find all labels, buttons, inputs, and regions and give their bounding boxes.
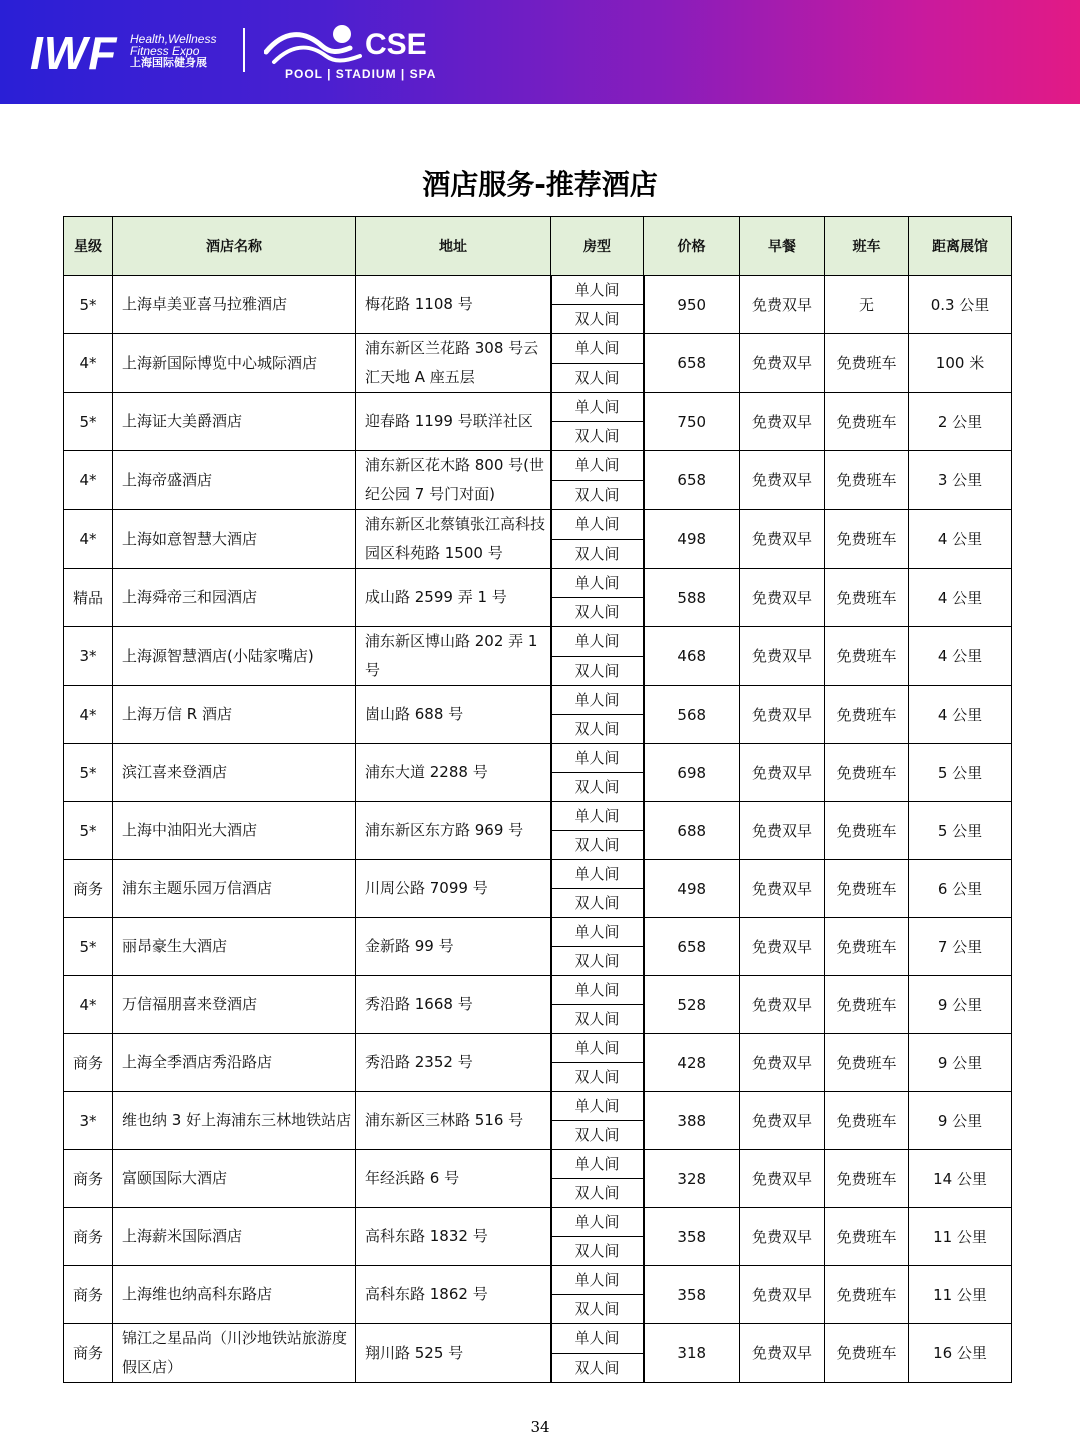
price-cell: 358: [644, 1266, 740, 1324]
room-type-single-cell: 单人间: [551, 918, 644, 947]
shuttle-cell: 免费班车: [825, 627, 909, 686]
distance-cell: 11 公里: [909, 1266, 1012, 1324]
room-type-double-cell: 双人间: [551, 539, 644, 569]
price-cell: 498: [644, 510, 740, 569]
price-cell: 428: [644, 1034, 740, 1092]
breakfast-cell: 免费双早: [740, 627, 825, 686]
iwf-subtitle-line1: Health,Wellness: [130, 32, 217, 46]
breakfast-cell: 免费双早: [740, 334, 825, 393]
room-type-single-cell: 单人间: [551, 802, 644, 831]
logo-divider: [243, 28, 245, 72]
star-cell: 3*: [64, 627, 113, 686]
room-type-double-cell: 双人间: [551, 656, 644, 686]
table-row: [64, 1324, 1012, 1354]
table-row: [64, 451, 1012, 481]
room-type-double-cell: 双人间: [551, 1237, 644, 1266]
breakfast-cell: 免费双早: [740, 276, 825, 334]
table-row: [64, 976, 1012, 1005]
table-row: [64, 334, 1012, 364]
room-type-double-cell: 双人间: [551, 598, 644, 627]
shuttle-cell: 免费班车: [825, 334, 909, 393]
hotel-table: [63, 216, 1012, 1383]
breakfast-cell: 免费双早: [740, 1266, 825, 1324]
column-header-address: 地址: [356, 217, 551, 276]
breakfast-cell: 免费双早: [740, 1092, 825, 1150]
room-type-single-cell: 单人间: [551, 1324, 644, 1354]
price-cell: 658: [644, 451, 740, 510]
distance-cell: 14 公里: [909, 1150, 1012, 1208]
table-row: [64, 1208, 1012, 1237]
shuttle-cell: 免费班车: [825, 860, 909, 918]
price-cell: 388: [644, 1092, 740, 1150]
address-cell: 梅花路 1108 号: [356, 276, 551, 334]
column-header-price: 价格: [644, 217, 740, 276]
distance-cell: 9 公里: [909, 1034, 1012, 1092]
shuttle-cell: 免费班车: [825, 686, 909, 744]
address-cell: 浦东新区博山路 202 弄 1 号: [356, 627, 551, 686]
breakfast-cell: 免费双早: [740, 802, 825, 860]
iwf-logo-subtitle: [130, 33, 216, 69]
address-cell: 秀沿路 1668 号: [356, 976, 551, 1034]
star-cell: 4*: [64, 510, 113, 569]
column-header-room-type: 房型: [551, 217, 644, 276]
hotel-name-cell: 富颐国际大酒店: [113, 1150, 356, 1208]
iwf-logo: IWF: [30, 27, 118, 79]
table-row: [64, 569, 1012, 598]
table-row: [64, 627, 1012, 657]
distance-cell: 4 公里: [909, 686, 1012, 744]
breakfast-cell: 免费双早: [740, 686, 825, 744]
cse-wave-icon: [264, 22, 364, 66]
room-type-single-cell: 单人间: [551, 686, 644, 715]
address-cell: 成山路 2599 弄 1 号: [356, 569, 551, 627]
hotel-name-cell: 上海全季酒店秀沿路店: [113, 1034, 356, 1092]
distance-cell: 3 公里: [909, 451, 1012, 510]
price-cell: 498: [644, 860, 740, 918]
room-type-double-cell: 双人间: [551, 889, 644, 918]
hotel-name-cell: 上海证大美爵酒店: [113, 393, 356, 451]
page-number: 34: [530, 1418, 550, 1436]
address-cell: 年经浜路 6 号: [356, 1150, 551, 1208]
room-type-single-cell: 单人间: [551, 393, 644, 422]
room-type-single-cell: 单人间: [551, 569, 644, 598]
price-cell: 950: [644, 276, 740, 334]
star-cell: 商务: [64, 1324, 113, 1383]
room-type-single-cell: 单人间: [551, 627, 644, 657]
star-cell: 5*: [64, 802, 113, 860]
room-type-double-cell: 双人间: [551, 422, 644, 451]
price-cell: 318: [644, 1324, 740, 1383]
table-row: [64, 1092, 1012, 1121]
iwf-subtitle-line2: Fitness Expo: [130, 44, 200, 58]
shuttle-cell: 免费班车: [825, 744, 909, 802]
column-header-distance: 距离展馆: [909, 217, 1012, 276]
star-cell: 精品: [64, 569, 113, 627]
address-cell: 浦东新区花木路 800 号(世纪公园 7 号门对面): [356, 451, 551, 510]
cse-logo: CSE: [365, 28, 427, 61]
star-cell: 5*: [64, 393, 113, 451]
distance-cell: 4 公里: [909, 569, 1012, 627]
room-type-double-cell: 双人间: [551, 1063, 644, 1092]
address-cell: 高科东路 1832 号: [356, 1208, 551, 1266]
hotel-name-cell: 上海薪米国际酒店: [113, 1208, 356, 1266]
header-banner: [0, 0, 1080, 104]
table-row: [64, 686, 1012, 715]
price-cell: 658: [644, 334, 740, 393]
distance-cell: 5 公里: [909, 802, 1012, 860]
room-type-single-cell: 单人间: [551, 976, 644, 1005]
price-cell: 688: [644, 802, 740, 860]
price-cell: 658: [644, 918, 740, 976]
hotel-name-cell: 上海帝盛酒店: [113, 451, 356, 510]
breakfast-cell: 免费双早: [740, 976, 825, 1034]
room-type-single-cell: 单人间: [551, 334, 644, 364]
address-cell: 高科东路 1862 号: [356, 1266, 551, 1324]
hotel-name-cell: 上海卓美亚喜马拉雅酒店: [113, 276, 356, 334]
breakfast-cell: 免费双早: [740, 1324, 825, 1383]
room-type-single-cell: 单人间: [551, 451, 644, 481]
breakfast-cell: 免费双早: [740, 744, 825, 802]
star-cell: 3*: [64, 1092, 113, 1150]
star-cell: 5*: [64, 276, 113, 334]
shuttle-cell: 免费班车: [825, 569, 909, 627]
breakfast-cell: 免费双早: [740, 1150, 825, 1208]
room-type-single-cell: 单人间: [551, 1092, 644, 1121]
price-cell: 468: [644, 627, 740, 686]
table-header-row: [64, 217, 1012, 276]
distance-cell: 16 公里: [909, 1324, 1012, 1383]
cse-logo-subtitle: POOL | STADIUM | SPA: [285, 67, 437, 81]
hotel-name-cell: 上海中油阳光大酒店: [113, 802, 356, 860]
hotel-name-cell: 上海舜帝三和园酒店: [113, 569, 356, 627]
hotel-table-body: [64, 276, 1012, 1383]
shuttle-cell: 免费班车: [825, 1150, 909, 1208]
room-type-double-cell: 双人间: [551, 1295, 644, 1324]
hotel-name-cell: 上海新国际博览中心城际酒店: [113, 334, 356, 393]
iwf-subtitle-cn: 上海国际健身展: [130, 56, 207, 69]
table-row: [64, 802, 1012, 831]
shuttle-cell: 免费班车: [825, 1208, 909, 1266]
room-type-single-cell: 单人间: [551, 1150, 644, 1179]
room-type-double-cell: 双人间: [551, 1121, 644, 1150]
distance-cell: 2 公里: [909, 393, 1012, 451]
shuttle-cell: 免费班车: [825, 451, 909, 510]
room-type-double-cell: 双人间: [551, 1005, 644, 1034]
price-cell: 750: [644, 393, 740, 451]
star-cell: 4*: [64, 334, 113, 393]
hotel-name-cell: 维也纳 3 好上海浦东三林地铁站店: [113, 1092, 356, 1150]
star-cell: 商务: [64, 1150, 113, 1208]
table-row: [64, 918, 1012, 947]
breakfast-cell: 免费双早: [740, 1208, 825, 1266]
shuttle-cell: 免费班车: [825, 1324, 909, 1383]
distance-cell: 6 公里: [909, 860, 1012, 918]
breakfast-cell: 免费双早: [740, 918, 825, 976]
room-type-single-cell: 单人间: [551, 744, 644, 773]
table-row: [64, 744, 1012, 773]
hotel-name-cell: 上海源智慧酒店(小陆家嘴店): [113, 627, 356, 686]
price-cell: 358: [644, 1208, 740, 1266]
distance-cell: 9 公里: [909, 976, 1012, 1034]
room-type-double-cell: 双人间: [551, 1179, 644, 1208]
address-cell: 浦东新区东方路 969 号: [356, 802, 551, 860]
column-header-shuttle: 班车: [825, 217, 909, 276]
breakfast-cell: 免费双早: [740, 1034, 825, 1092]
shuttle-cell: 免费班车: [825, 802, 909, 860]
room-type-double-cell: 双人间: [551, 715, 644, 744]
table-row: [64, 276, 1012, 305]
room-type-double-cell: 双人间: [551, 831, 644, 860]
table-row: [64, 510, 1012, 540]
table-row: [64, 1034, 1012, 1063]
shuttle-cell: 免费班车: [825, 1266, 909, 1324]
room-type-single-cell: 单人间: [551, 860, 644, 889]
page-title: 酒店服务-推荐酒店: [422, 168, 658, 201]
star-cell: 商务: [64, 1266, 113, 1324]
shuttle-cell: 免费班车: [825, 1092, 909, 1150]
breakfast-cell: 免费双早: [740, 393, 825, 451]
distance-cell: 100 米: [909, 334, 1012, 393]
distance-cell: 7 公里: [909, 918, 1012, 976]
breakfast-cell: 免费双早: [740, 860, 825, 918]
address-cell: 浦东新区三林路 516 号: [356, 1092, 551, 1150]
room-type-single-cell: 单人间: [551, 276, 644, 305]
star-cell: 4*: [64, 686, 113, 744]
hotel-name-cell: 上海万信 R 酒店: [113, 686, 356, 744]
price-cell: 698: [644, 744, 740, 802]
address-cell: 崮山路 688 号: [356, 686, 551, 744]
shuttle-cell: 免费班车: [825, 976, 909, 1034]
shuttle-cell: 免费班车: [825, 393, 909, 451]
star-cell: 商务: [64, 1208, 113, 1266]
hotel-name-cell: 万信福朋喜来登酒店: [113, 976, 356, 1034]
address-cell: 迎春路 1199 号联洋社区: [356, 393, 551, 451]
room-type-double-cell: 双人间: [551, 305, 644, 334]
room-type-double-cell: 双人间: [551, 480, 644, 510]
shuttle-cell: 免费班车: [825, 510, 909, 569]
address-cell: 金新路 99 号: [356, 918, 551, 976]
price-cell: 568: [644, 686, 740, 744]
star-cell: 5*: [64, 744, 113, 802]
room-type-single-cell: 单人间: [551, 1266, 644, 1295]
distance-cell: 4 公里: [909, 510, 1012, 569]
hotel-name-cell: 浦东主题乐园万信酒店: [113, 860, 356, 918]
table-row: [64, 393, 1012, 422]
address-cell: 川周公路 7099 号: [356, 860, 551, 918]
room-type-double-cell: 双人间: [551, 363, 644, 393]
distance-cell: 11 公里: [909, 1208, 1012, 1266]
distance-cell: 0.3 公里: [909, 276, 1012, 334]
price-cell: 328: [644, 1150, 740, 1208]
star-cell: 4*: [64, 976, 113, 1034]
hotel-name-cell: 滨江喜来登酒店: [113, 744, 356, 802]
star-cell: 4*: [64, 451, 113, 510]
distance-cell: 9 公里: [909, 1092, 1012, 1150]
distance-cell: 5 公里: [909, 744, 1012, 802]
room-type-single-cell: 单人间: [551, 1034, 644, 1063]
address-cell: 浦东大道 2288 号: [356, 744, 551, 802]
price-cell: 528: [644, 976, 740, 1034]
shuttle-cell: 免费班车: [825, 918, 909, 976]
room-type-single-cell: 单人间: [551, 510, 644, 540]
breakfast-cell: 免费双早: [740, 451, 825, 510]
hotel-name-cell: 上海维也纳高科东路店: [113, 1266, 356, 1324]
shuttle-cell: 无: [825, 276, 909, 334]
room-type-double-cell: 双人间: [551, 773, 644, 802]
address-cell: 翔川路 525 号: [356, 1324, 551, 1383]
address-cell: 浦东新区兰花路 308 号云汇天地 A 座五层: [356, 334, 551, 393]
star-cell: 5*: [64, 918, 113, 976]
breakfast-cell: 免费双早: [740, 569, 825, 627]
shuttle-cell: 免费班车: [825, 1034, 909, 1092]
distance-cell: 4 公里: [909, 627, 1012, 686]
table-row: [64, 1150, 1012, 1179]
column-header-hotel-name: 酒店名称: [113, 217, 356, 276]
breakfast-cell: 免费双早: [740, 510, 825, 569]
price-cell: 588: [644, 569, 740, 627]
star-cell: 商务: [64, 860, 113, 918]
address-cell: 秀沿路 2352 号: [356, 1034, 551, 1092]
room-type-double-cell: 双人间: [551, 947, 644, 976]
hotel-name-cell: 锦江之星品尚（川沙地铁站旅游度假区店）: [113, 1324, 356, 1383]
table-row: [64, 1266, 1012, 1295]
column-header-star: 星级: [64, 217, 113, 276]
star-cell: 商务: [64, 1034, 113, 1092]
table-row: [64, 860, 1012, 889]
room-type-double-cell: 双人间: [551, 1353, 644, 1383]
address-cell: 浦东新区北蔡镇张江高科技园区科苑路 1500 号: [356, 510, 551, 569]
room-type-single-cell: 单人间: [551, 1208, 644, 1237]
column-header-breakfast: 早餐: [740, 217, 825, 276]
hotel-name-cell: 上海如意智慧大酒店: [113, 510, 356, 569]
hotel-name-cell: 丽昂豪生大酒店: [113, 918, 356, 976]
